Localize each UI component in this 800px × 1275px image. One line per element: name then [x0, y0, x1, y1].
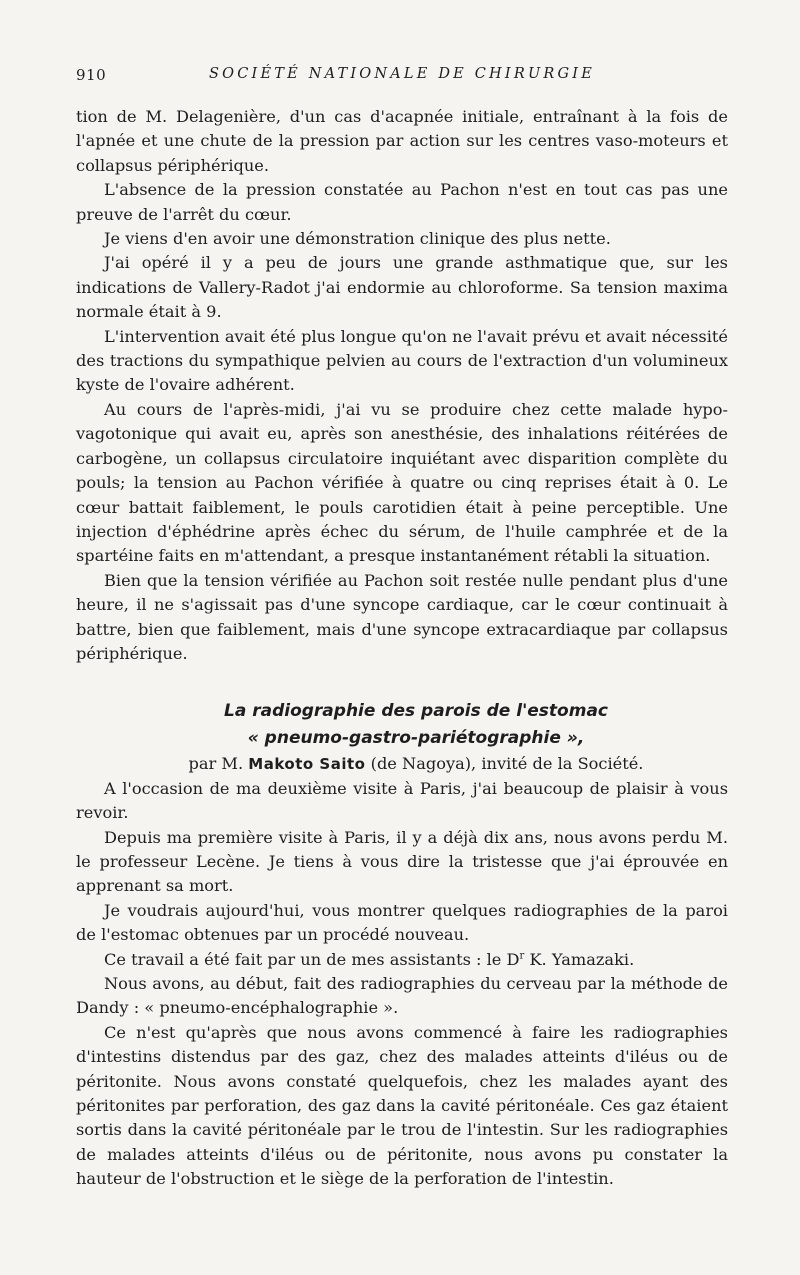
- paragraph: Je viens d'en avoir une démonstration clinique des plus nette.: [104, 229, 611, 249]
- page-number: 910: [76, 66, 107, 84]
- paragraph: tion de M. Delagenière, d'un cas d'acapnée initiale, entraînant à la fois de l'apnée et une chute de la pression par action sur les centres vaso-moteurs et collapsus périphérique.: [76, 107, 728, 175]
- paragraph: Ce n'est qu'après que nous avons commencé à faire les radiographies d'intestins distendus par des gaz, chez des malades atteints d'iléus ou de péritonite. Nous avons constaté quelquefois, chez les malades ayant des péritonites par perforation, des gaz dans la cavité péritonéale. Ces gaz étaient sortis dans la cavité péritonéale par le trou de l'intestin. Sur les radiographies de malades atteints d'iléus ou de péritonite, nous avons pu constater la hauteur de l'obstruction et le siège de la perforation de l'intestin.: [76, 1022, 728, 1189]
- article-heading: [76, 698, 728, 776]
- paragraph: Nous avons, au début, fait des radiographies du cerveau par la méthode de Dandy : « pneumo-encéphalographie ».: [76, 974, 728, 1018]
- paragraph-text: Ce travail a été fait par un de mes assistants : le D: [104, 949, 520, 969]
- paragraph: J'ai opéré il y a peu de jours une grande asthmatique que, sur les indications de Vallery-Radot j'ai endormie au chloroforme. Sa tension maxima normale était à 9.: [76, 253, 728, 322]
- paragraph: A l'occasion de ma deuxième visite à Paris, j'ai beaucoup de plaisir à vous revoir.: [76, 778, 728, 823]
- paragraph: Je voudrais aujourd'hui, vous montrer quelques radiographies de la paroi de l'estomac obtenues par un procédé nouveau.: [76, 900, 728, 945]
- journal-title: SOCIÉTÉ NATIONALE DE CHIRURGIE: [209, 66, 595, 82]
- byline: [76, 752, 728, 776]
- paragraph-text: K. Yamazaki.: [524, 949, 635, 969]
- paragraph: L'intervention avait été plus longue qu'on ne l'avait prévu et avait nécessité des tractions du sympathique pelvien au cours de l'extraction d'un volumineux kyste de l'ovaire adhérent.: [76, 326, 728, 395]
- paragraph: [76, 948, 728, 972]
- author-name: Makoto Saito: [248, 755, 366, 774]
- paragraph: Bien que la tension vérifiée au Pachon soit restée nulle pendant plus d'une heure, il ne s'agissait pas d'une syncope cardiaque, car le cœur continuait à battre, bien que faiblement, mais d'une syncope extracardiaque par collapsus périphérique.: [76, 570, 728, 663]
- byline-prefix: par M.: [188, 754, 244, 774]
- article-title-line-2: « pneumo-gastro-pariétographie »,: [247, 728, 585, 749]
- paragraph: Au cours de l'après-midi, j'ai vu se produire chez cette malade hypo-vagotonique qui avait eu, après son anesthésie, des inhalations réitérées de carbogène, un collapsus circulatoire inquiétant avec disparition complète du pouls; la tension au Pachon vérifiée à quatre ou cinq reprises était à 0. Le cœur battait faiblement, le pouls carotidien était à peine perceptible. Une injection d'éphédrine après échec du sérum, de l'huile camphrée et de la spartéine faits en m'attendant, a presque instantanément rétabli la situation.: [76, 399, 728, 566]
- paragraph: L'absence de la pression constatée au Pachon n'est en tout cas pas une preuve de l'arrêt du cœur.: [76, 180, 728, 224]
- article-title-line-1: La radiographie des parois de l'estomac: [224, 701, 608, 722]
- running-head: [76, 66, 728, 86]
- paragraph: Depuis ma première visite à Paris, il y a déjà dix ans, nous avons perdu M. le professeur Lecène. Je tiens à vous dire la tristesse que j'ai éprouvée en apprenant sa mort.: [76, 827, 728, 896]
- page-body: [76, 105, 728, 1192]
- byline-suffix: (de Nagoya), invité de la Société.: [370, 754, 644, 774]
- superscript: r: [519, 950, 525, 962]
